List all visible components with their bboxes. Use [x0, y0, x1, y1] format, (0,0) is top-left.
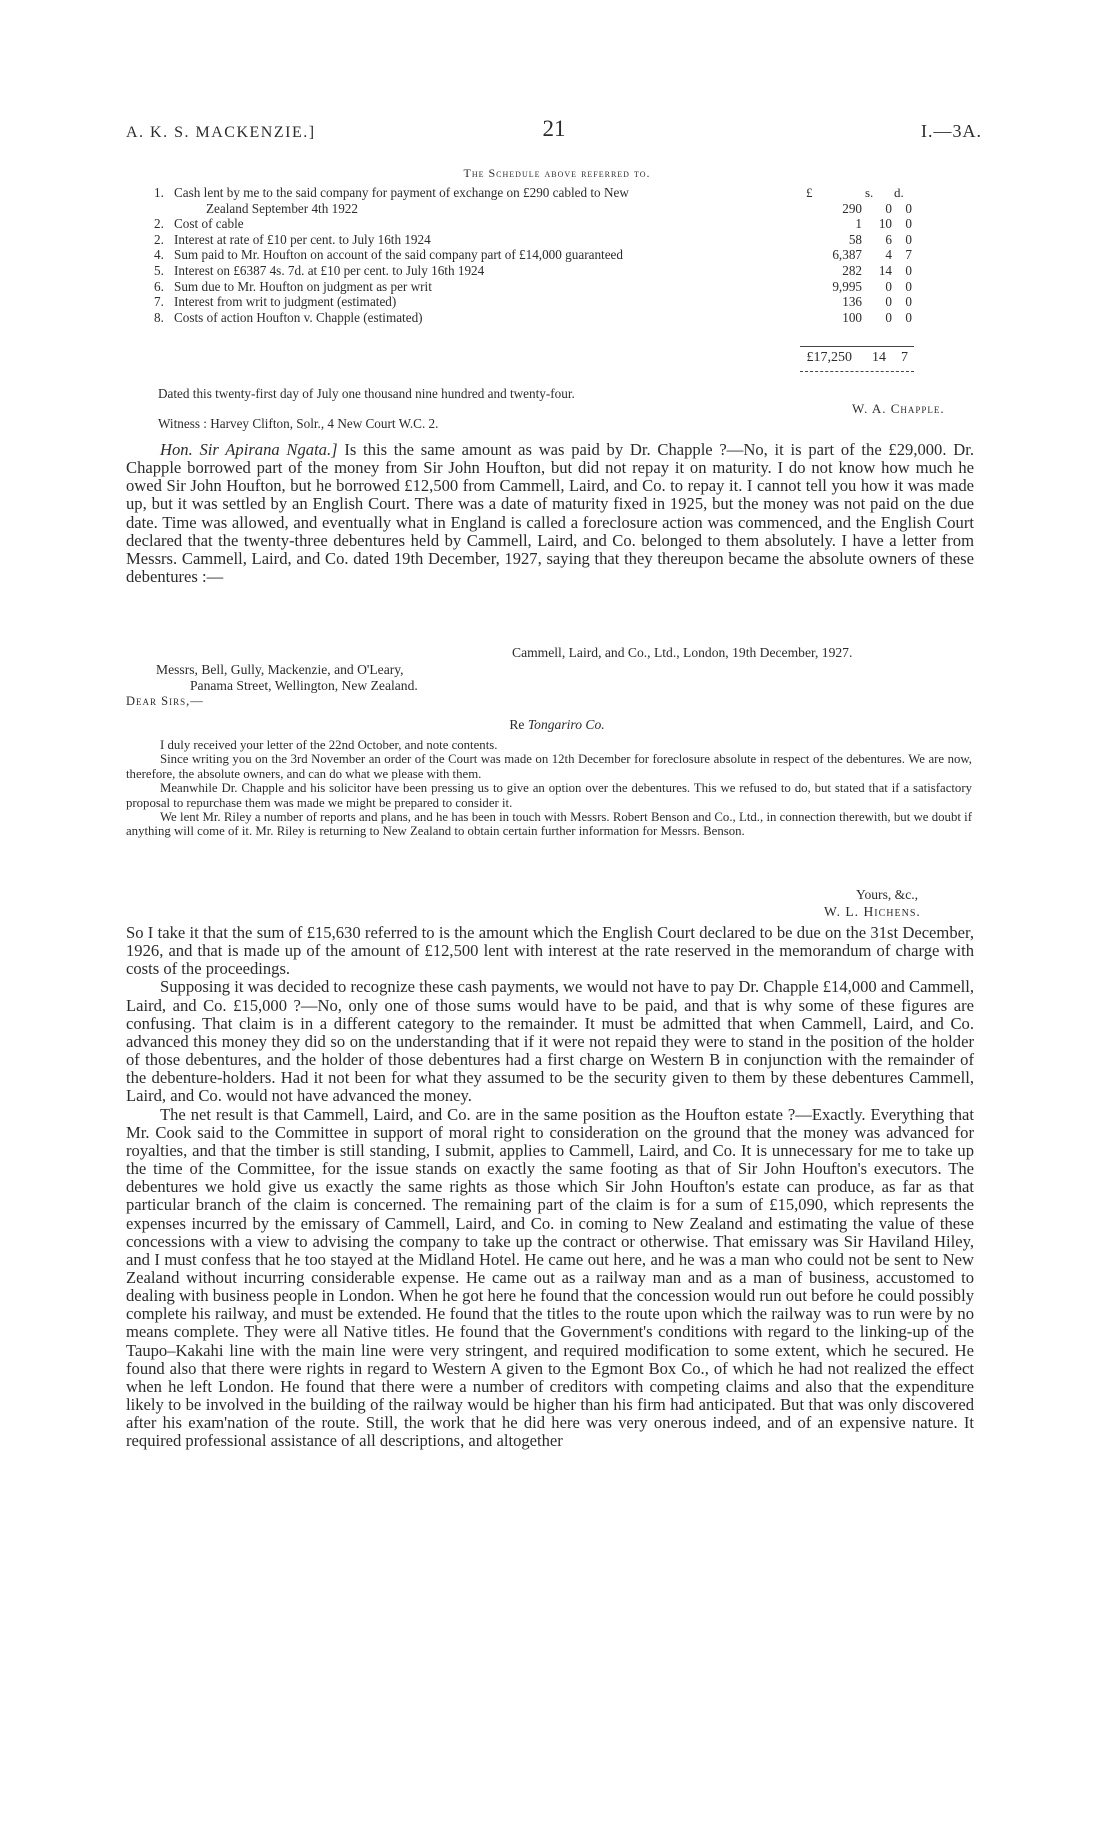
schedule-row: [154, 185, 914, 201]
amount-pence: 0: [905, 278, 912, 294]
body-paragraph: So I take it that the sum of £15,630 referred to is the amount which the English Court declared to be due on the 31st December, 1926, and that is made up of the amount of £12,500 lent with interest at the rate reserved in the memorandum of charge with costs of the proceedings.: [126, 923, 974, 979]
schedule-title: [0, 166, 1114, 181]
letter-signature: W. L. Hichens.: [824, 904, 921, 919]
item-description: Interest from writ to judgment (estimated): [174, 294, 397, 310]
running-header: [126, 118, 982, 148]
letter-paragraph: I duly received your letter of the 22nd October, and note contents.: [160, 738, 498, 752]
amount-pounds: 290: [842, 200, 862, 216]
item-amount: [794, 263, 914, 279]
letter-salutation: Dear Sirs,—: [126, 694, 204, 708]
item-description: Cost of cable: [174, 216, 244, 232]
schedule-row: [154, 201, 914, 217]
item-amount: [794, 247, 914, 263]
total-shillings: 14: [872, 350, 886, 365]
amount-pounds: 58: [848, 231, 862, 247]
body-paragraph: Supposing it was decided to recognize these cash payments, we would not have to pay Dr. Chapple £14,000 and Cammell, Laird, and Co. £15,000 ?—No, only one of those sums would have to be paid, and that is why some of these figures are confusing. That claim is in a different category to the remainder. It must be admitted that when Cammell, Laird, and Co. advanced this money they did so on the understanding that if it were not repaid they were to stand in the position of the holder of those debentures, and the holder of those debentures had a first charge on Western B in conjunction with the remainder of the debenture-holders. Had it not been for what they assumed to be the security given to them by these debentures Cammell, Laird, and Co. would not have advanced the money.: [126, 977, 974, 1106]
amount-pence: 0: [905, 262, 912, 278]
total-rule-bottom: [800, 371, 914, 372]
schedule-row: [154, 294, 914, 310]
amount-pence: 0: [905, 200, 912, 216]
schedule-row: [154, 232, 914, 248]
total-pounds: £17,250: [806, 350, 852, 365]
item-amount: [794, 232, 914, 248]
letter-body: [126, 738, 972, 839]
item-number: 2.: [154, 216, 164, 232]
re-subject: Tongariro Co.: [527, 717, 605, 732]
schedule-row: [154, 310, 914, 326]
amount-shillings: 6: [885, 231, 892, 247]
page-number: 21: [542, 116, 566, 141]
item-description: Interest at rate of £10 per cent. to July 16th 1924: [174, 231, 431, 247]
amount-shillings: 14: [878, 262, 892, 278]
schedule-row: [154, 216, 914, 232]
amount-pence: 7: [905, 247, 912, 263]
pounds-header: £: [806, 185, 813, 200]
amount-shillings: 4: [885, 247, 892, 263]
addressee-line: Messrs, Bell, Gully, Mackenzie, and O'Leary,: [156, 662, 404, 677]
total-pence: 7: [901, 350, 908, 365]
item-description: Costs of action Houfton v. Chapple (estimated): [174, 309, 423, 325]
item-number: 5.: [154, 262, 164, 278]
amount-pounds: 282: [842, 262, 862, 278]
item-amount: [794, 294, 914, 310]
witness-line: Witness : Harvey Clifton, Solr., 4 New Court W.C. 2.: [158, 416, 439, 431]
paragraph-text: Is this the same amount as was paid by Dr. Chapple ?—No, it is part of the £29,000. Dr. Chapple borrowed part of the money from Sir John Houfton, but did not repay it on maturity. I do not know how much he owed Sir John Houfton, but he borrowed £12,500 from Cammell, Laird, and Co. to repay it. I cannot tell you how it was made up, but it was settled by an English Court. There was a date of maturity fixed in 1925, but the money was not paid on the due date. Time was allowed, and eventually what in England is called a foreclosure action was commenced, and the English Court declared that the twenty-three debentures held by Cammell, Laird, and Co. belonged to them absolutely. I have a letter from Messrs. Cammell, Laird, and Co. dated 19th December, 1927, saying that they thereupon became the absolute owners of these debentures :—: [126, 440, 974, 587]
amount-pence: 0: [905, 216, 912, 232]
item-amount: [794, 216, 914, 232]
schedule-signature: W. A. Chapple.: [852, 401, 945, 416]
item-description: Interest on £6387 4s. 7d. at £10 per cent. to July 16th 1924: [174, 262, 485, 278]
letter-subject: [0, 717, 1114, 733]
speaker-name: Hon. Sir Apirana Ngata.]: [160, 440, 338, 459]
letter-paragraph: We lent Mr. Riley a number of reports and plans, and he has been in touch with Messrs. Robert Benson and Co., Ltd., in connection therewith, but we doubt if anything will come of it. Mr. Riley is returning to New Zealand to obtain certain further information for Messrs. Benson.: [126, 810, 972, 839]
schedule-row: [154, 247, 914, 263]
item-number: 4.: [154, 247, 164, 263]
letter-paragraph: Since writing you on the 3rd November an order of the Court was made on 12th December for foreclosure absolute in respect of the debentures. We are now, therefore, the absolute owners, and can do what we please with them.: [126, 752, 972, 781]
pence-header: d.: [894, 185, 904, 200]
header-document-code: I.—3A.: [921, 121, 982, 141]
item-number: 8.: [154, 309, 164, 325]
letter-closing: [824, 886, 921, 920]
amount-pounds: 1: [855, 216, 862, 232]
item-number: 1.: [154, 185, 164, 200]
closing-phrase: Yours, &c.,: [856, 887, 919, 902]
item-number: 2.: [154, 231, 164, 247]
total-rule-top: [800, 346, 914, 347]
item-number: 6.: [154, 278, 164, 294]
amount-pence: 0: [905, 294, 912, 310]
dated-line: Dated this twenty-first day of July one thousand nine hundred and twenty-four.: [158, 386, 575, 401]
amount-pounds: 136: [842, 294, 862, 310]
amount-shillings: 10: [878, 216, 892, 232]
item-description: Sum paid to Mr. Houfton on account of the said company part of £14,000 guaranteed: [174, 247, 624, 263]
letter-paragraph: Meanwhile Dr. Chapple and his solicitor have been pressing us to give an option over the debentures. This we refused to do, but stated that if a satisfactory proposal to repurchase them was made we might be prepared to consider it.: [126, 781, 972, 810]
item-amount: [794, 201, 914, 217]
re-prefix: Re: [509, 717, 528, 732]
schedule-table: [154, 185, 914, 325]
header-author: A. K. S. MACKENZIE.]: [126, 124, 316, 141]
schedule-title-text: The Schedule above referred to.: [463, 166, 651, 180]
evidence-body: [126, 924, 974, 1451]
schedule-total: [794, 350, 914, 368]
schedule-row: [154, 279, 914, 295]
amount-shillings: 0: [885, 309, 892, 325]
item-number: 7.: [154, 294, 164, 310]
amount-pence: 0: [905, 231, 912, 247]
item-amount: [794, 279, 914, 295]
schedule-row: [154, 263, 914, 279]
body-paragraph: The net result is that Cammell, Laird, and Co. are in the same position as the Houfton estate ?—Exactly. Everything that Mr. Cook said to the Committee in support of moral right to consideration on the ground that the money was advanced for royalties, and that the timber is still standing, I submit, applies to Cammell, Laird, and Co. It is unnecessary for me to take up the time of the Committee, for the issue stands on exactly the same footing as that of Sir John Houfton's executors. The debentures we hold give us exactly the same rights as those which Sir John Houfton's estate can produce, as far as that particular branch of the claim is concerned. The remaining part of the claim is for a sum of £15,090, which represents the expenses incurred by the emissary of Cammell, Laird, and Co. in coming to New Zealand and estimating the value of these concessions with a view to advising the company to take up the contract or otherwise. That emissary was Sir Haviland Hiley, and I must confess that he too stayed at the Midland Hotel. He came out here, and he was a man who could not be sent to New Zealand without incurring considerable expense. He came out as a railway man and as a man of business, accustomed to dealing with business people in London. When he got here he found that the concession would run out before he could possibly complete his railway, and must be extended. He found that the titles to the route upon which the railway was to run were by no means complete. They were all Native titles. He found that the Government's conditions with regard to the linking-up of the Taupo–Kakahi line with the main line were very stringent, and required modification to some extent, which he secured. He found also that there were rights in regard to Western A given to the Egmont Box Co., of which he had not realized the effect when he left London. He found that there were a number of creditors with competing claims and also that the expenditure likely to be involved in the building of the railway would be higher than his firm had anticipated. But that was only discovered after his exam'nation of the route. Still, the work that he did here was very onerous indeed, and of an expensive nature. It required professional assistance of all descriptions, and altogether: [126, 1104, 974, 1451]
amount-shillings: 0: [885, 278, 892, 294]
item-description: Sum due to Mr. Houfton on judgment as per writ: [174, 278, 432, 294]
amount-shillings: 0: [885, 200, 892, 216]
shillings-header: s.: [865, 185, 874, 200]
amount-pounds: 100: [842, 309, 862, 325]
letter-sender-line: Cammell, Laird, and Co., Ltd., London, 19th December, 1927.: [512, 645, 853, 660]
addressee-line: Panama Street, Wellington, New Zealand.: [190, 678, 418, 693]
amount-pounds: 6,387: [832, 247, 862, 263]
item-description: Zealand September 4th 1922: [206, 200, 358, 216]
evidence-paragraph-1: [126, 441, 974, 586]
amount-pounds: 9,995: [832, 278, 862, 294]
amount-shillings: 0: [885, 294, 892, 310]
item-description: Cash lent by me to the said company for payment of exchange on £290 cabled to New: [174, 185, 629, 200]
letter-addressee: [156, 662, 418, 694]
amount-pence: 0: [905, 309, 912, 325]
item-amount: [794, 310, 914, 326]
